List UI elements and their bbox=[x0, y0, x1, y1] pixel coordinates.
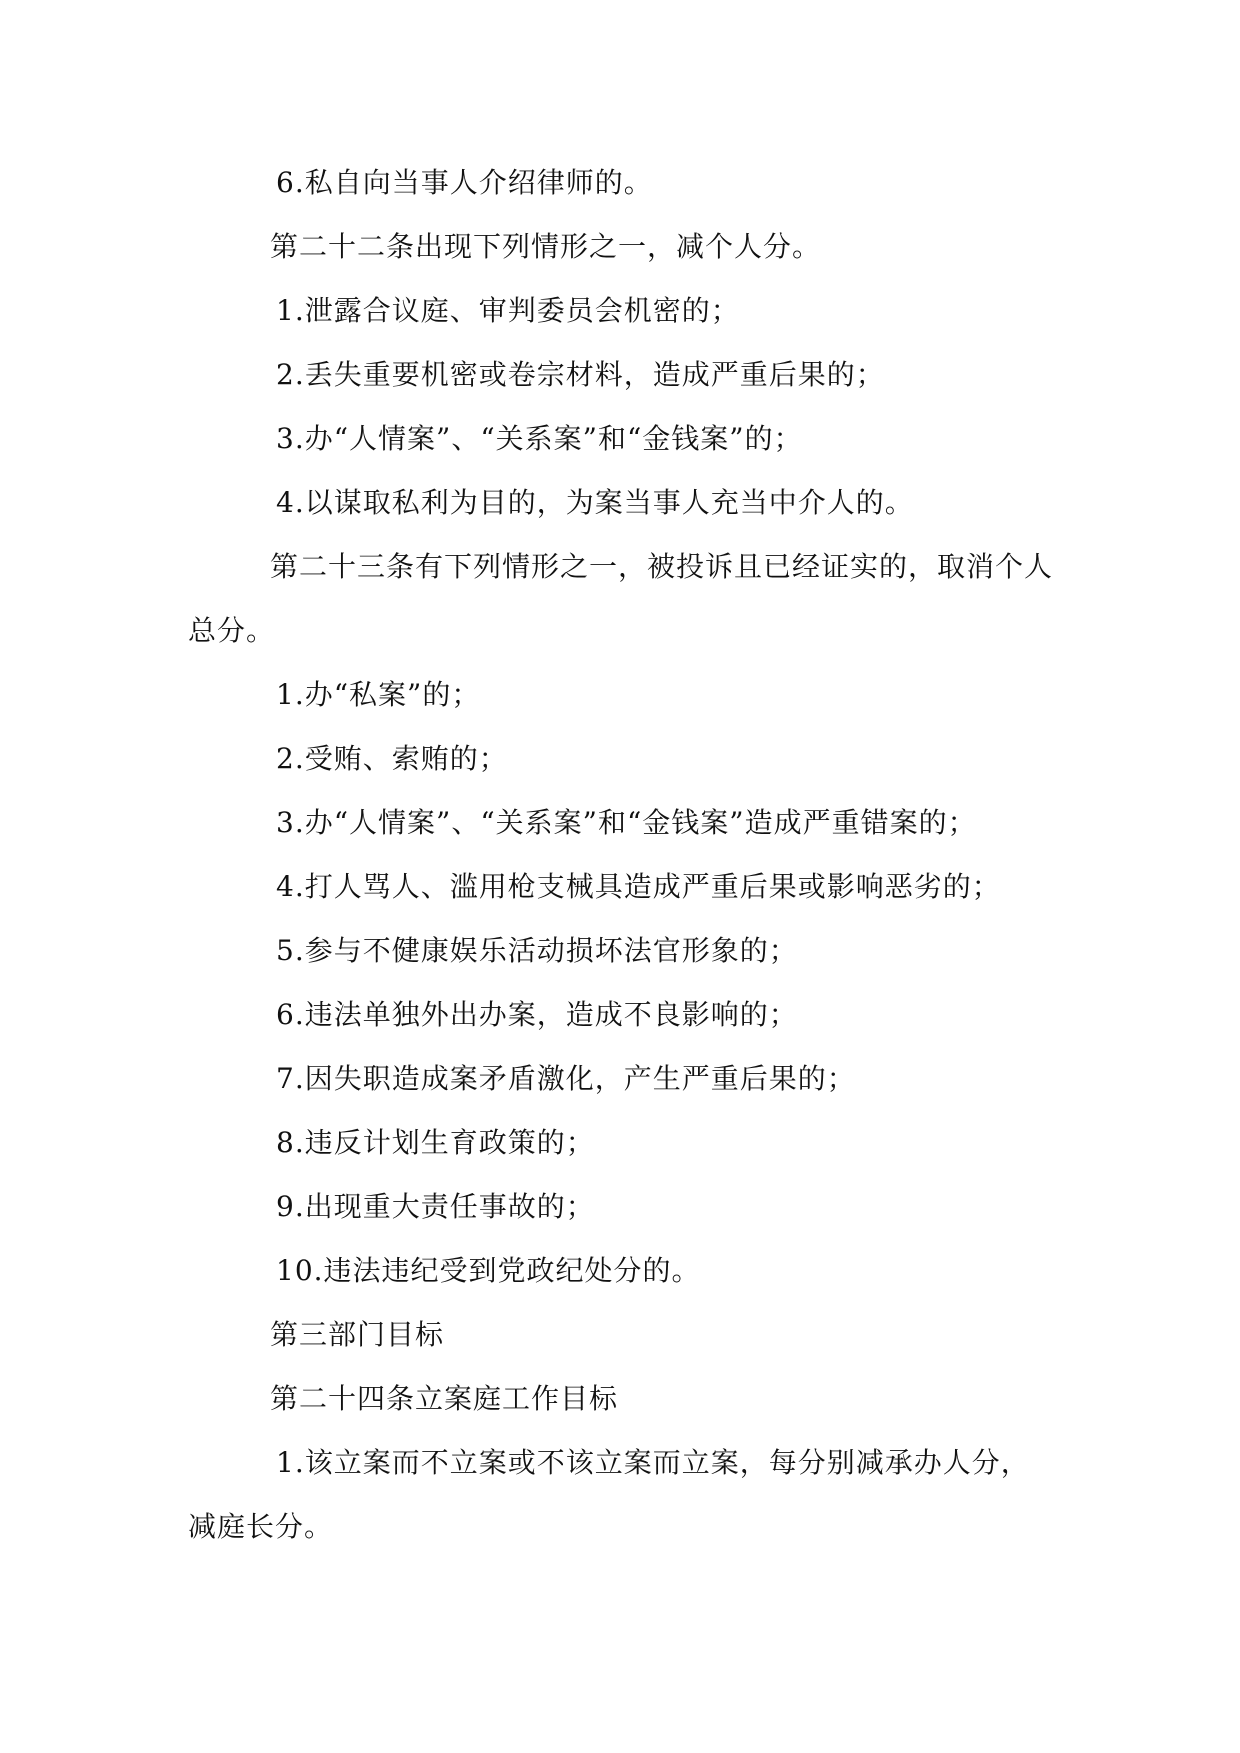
article-23-item-10: 10.违法违纪受到党政纪处分的。 bbox=[276, 1254, 701, 1287]
article-23-item-2: 2.受贿、索贿的； bbox=[276, 742, 508, 775]
article-22-item-1: 1.泄露合议庭、审判委员会机密的； bbox=[276, 294, 740, 327]
document-body bbox=[188, 151, 1056, 1559]
article-23-item-6: 6.违法单独外出办案，造成不良影响的； bbox=[276, 998, 798, 1031]
article-23-item-7: 7.因失职造成案矛盾激化，产生严重后果的； bbox=[276, 1062, 856, 1095]
article-22-heading: 第二十二条出现下列情形之一，减个人分。 bbox=[270, 230, 822, 263]
article-23-item-8: 8.违反计划生育政策的； bbox=[276, 1126, 595, 1159]
article-22-item-2: 2.丢失重要机密或卷宗材料，造成严重后果的； bbox=[276, 358, 885, 391]
article-23-item-5: 5.参与不健康娱乐活动损坏法官形象的； bbox=[276, 934, 798, 967]
article-23-item-9: 9.出现重大责任事故的； bbox=[276, 1190, 595, 1223]
article-23-item-1: 1.办“私案”的； bbox=[276, 678, 481, 711]
article-22-item-3: 3.办“人情案”、“关系案”和“金钱案”的； bbox=[276, 422, 803, 455]
article-23-heading: 第二十三条有下列情形之一，被投诉且已经证实的，取消个人总分。 bbox=[188, 550, 1054, 647]
section-3-heading: 第三部门目标 bbox=[270, 1318, 445, 1351]
article-22-item-4: 4.以谋取私利为目的，为案当事人充当中介人的。 bbox=[276, 486, 914, 519]
article-23-item-4: 4.打人骂人、滥用枪支械具造成严重后果或影响恶劣的； bbox=[276, 870, 1001, 903]
article-23-item-3: 3.办“人情案”、“关系案”和“金钱案”造成严重错案的； bbox=[276, 806, 977, 839]
article-24-item-1: 1.该立案而不立案或不该立案而立案，每分别减承办人分，减庭长分。 bbox=[188, 1446, 1030, 1543]
article-24-heading: 第二十四条立案庭工作目标 bbox=[270, 1382, 619, 1415]
item-6-referral: 6.私自向当事人介绍律师的。 bbox=[276, 166, 653, 199]
